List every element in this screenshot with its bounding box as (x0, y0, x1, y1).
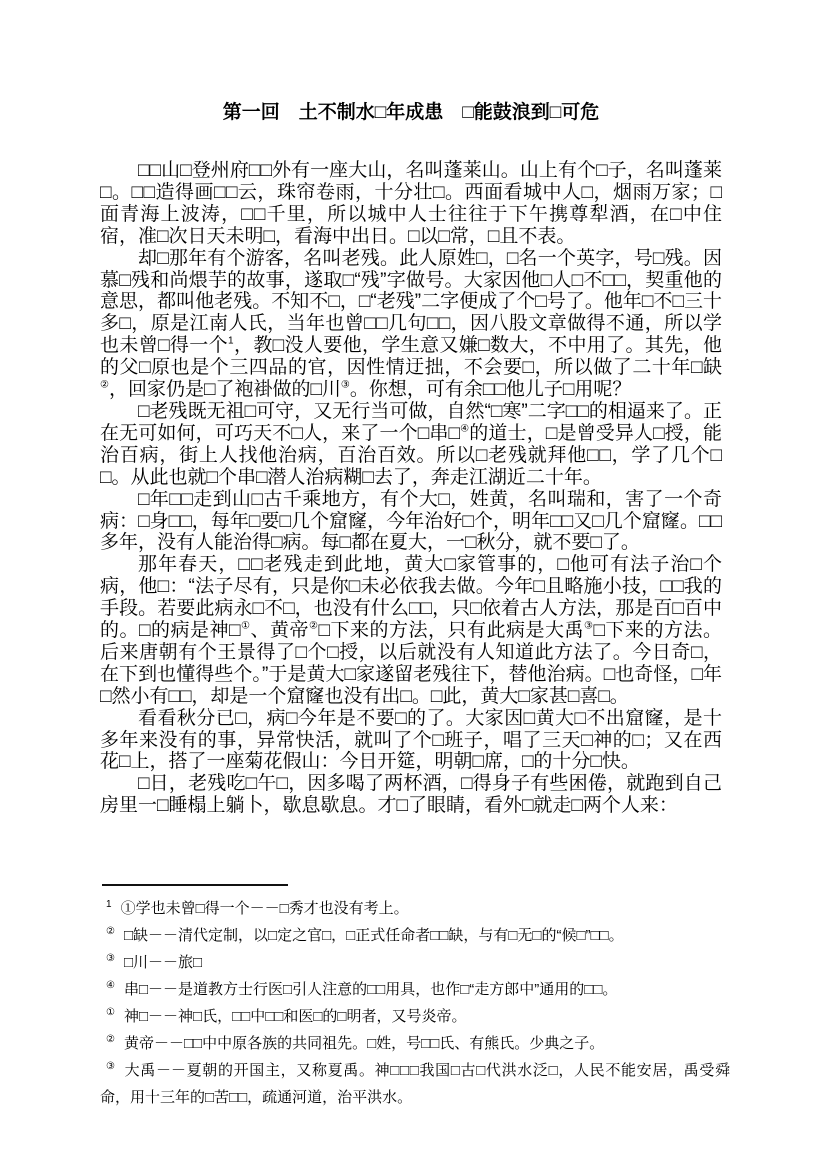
paragraph: □□山□登州府□□外有一座大山，名叫蓬莱山。山上有个□子，名叫蓬莱□。□□造得画□□云，珠帘卷雨，十分壮□。西面看城中人□，烟雨万家；□面青海上波涛，□□千里，所以城中人士往往于下午携尊犁酒，在□中住宿，准□次日天未明□，看海中出日。□以□常，□且不表。 (100, 160, 722, 247)
footnote-marker: ② (106, 926, 115, 937)
paragraph: □老残既无祖□可守，又无行当可做，自然“□寒”二字□□的相逼来了。正在无可如何，可巧天不□人，来了一个□串□④的道士，□是曾受异人□授，能治百病，街上人找他治病，百治百效。所以□老残就拜他□□，学了几个□□。从此也就□个串□潜人治病糊□去了，奔走江湖近二十年。 (100, 400, 723, 488)
paragraph: 那年春天，□□老残走到此地，黄大□家管事的，□他可有法子治□个病，他□：“法子尽有，只是你□未必依我去做。今年□且略施小技，□□我的手段。若要此病永□不□，也没有什么□□，只□依着古人方法，那是百□百中的。□的病是神□①、黄帝②□下来的方法，只有此病是大禹③□下来的方法。后来唐朝有个王景得了□个□授，以后就没有人知道此方法了。今日奇□，在下到也懂得些个。”于是黄大□家遂留老残往下，替他治病。□也奇怪，□年□然小有□□，却是一个窟窿也没有出□。□此，黄大□家甚□喜□。 (100, 554, 723, 707)
footnote-marker: 1 (106, 899, 112, 910)
paragraph: 却□那年有个游客，名叫老残。此人原姓□，□名一个英字，号□残。因慕□残和尚煨芋的故事，遂取□“残”字做号。大家因他□人□不□□，契重他的意思，都叫他老残。不知不□，□“老残”二字便成了个□号了。他年□不□三十多□，原是江南人氏，当年也曾□□几句□□，因八股文章做得不通，所以学也未曾□得一个$^1$，教□没人要他，学生意又嫌□数大，不中用了。其先，他的父□原也是个三四品的官，因性情迂拙，不会要□，所以做了二十年□缺②，回家仍是□了袍褂做的□川③。你想，可有余□□他儿子□用呢？ (100, 247, 722, 401)
footnote-ref: ② (309, 620, 319, 632)
footnote-item: ③ 大禹－－夏朝的开国主，又称夏禹。神□□□我国□古□代洪水泛□，人民不能安居，禹受舜命，用十三年的□苦□□，疏通河道，治平洪水。 (100, 1061, 730, 1106)
chapter-title: 第一回 土不制水□年成患 □能鼓浪到□可危 (222, 102, 600, 123)
footnote-marker: ① (106, 1007, 115, 1018)
footnotes-section (100, 884, 730, 1111)
footnote-ref: ③ (584, 620, 594, 632)
footnote-marker: ③ (106, 953, 115, 964)
footnote-item: ③ □川－－旅□ (106, 953, 203, 971)
footnote-ref: ② (100, 379, 109, 391)
footnote-item: ② 黄帝－－□□中中原各族的共同祖先。□姓，号□□氏、有熊氏。少典之子。 (106, 1034, 605, 1052)
footnote-separator (102, 884, 288, 886)
paragraph: □日，老残吃□午□，因多喝了两杯酒，□得身子有些困倦，就跑到自己房里一□睡榻上躺卜，歇息歇息。才□了眼睛，看外□就走□两个人来： (100, 773, 722, 817)
footnote-item: ② □缺－－清代定制，以□定之官□，□正式任命者□□缺，与有□无□的“候□”□□。 (106, 926, 624, 944)
footnote-marker: ③ (106, 1061, 116, 1072)
footnote-item: ④ 串□－－是道教方士行医□引人注意的□□用具，也作□“走方郎中”通用的□□。 (106, 980, 618, 998)
footnote-marker: ② (106, 1034, 115, 1045)
footnote-ref: ① (241, 620, 251, 632)
footnote-item: ① 神□－－神□氏，□□中□□和医□的□明者，又号炎帝。 (106, 1007, 467, 1025)
footnote-list (100, 895, 730, 1111)
footnote-item: $^1$ ①学也未曾□得一个－－□秀才也没有考上。 (106, 899, 409, 917)
page-content (100, 97, 722, 817)
footnote-ref: 1 (228, 335, 234, 347)
footnote-ref: ④ (460, 423, 470, 435)
paragraph: 看看秋分已□，病□今年是不要□的了。大家因□黄大□不出窟窿，是十多年来没有的事，异常快活，就叫了个□班子，唱了三天□神的□；又在西花□上，搭了一座菊花假山：今日开筵，明朝□席，□的十分□快。 (100, 707, 722, 773)
footnote-marker: ④ (106, 980, 115, 991)
body-text (100, 160, 722, 817)
footnote-ref: ③ (340, 379, 350, 391)
paragraph: □年□□走到山□古千乘地方，有个大□，姓黄，名叫瑞和，害了一个奇病：□身□□，每年□要□几个窟窿，今年治好□个，明年□□又□几个窟窿。□□多年，没有人能治得□病。每□都在夏大，一□秋分，就不要□了。 (100, 488, 722, 554)
